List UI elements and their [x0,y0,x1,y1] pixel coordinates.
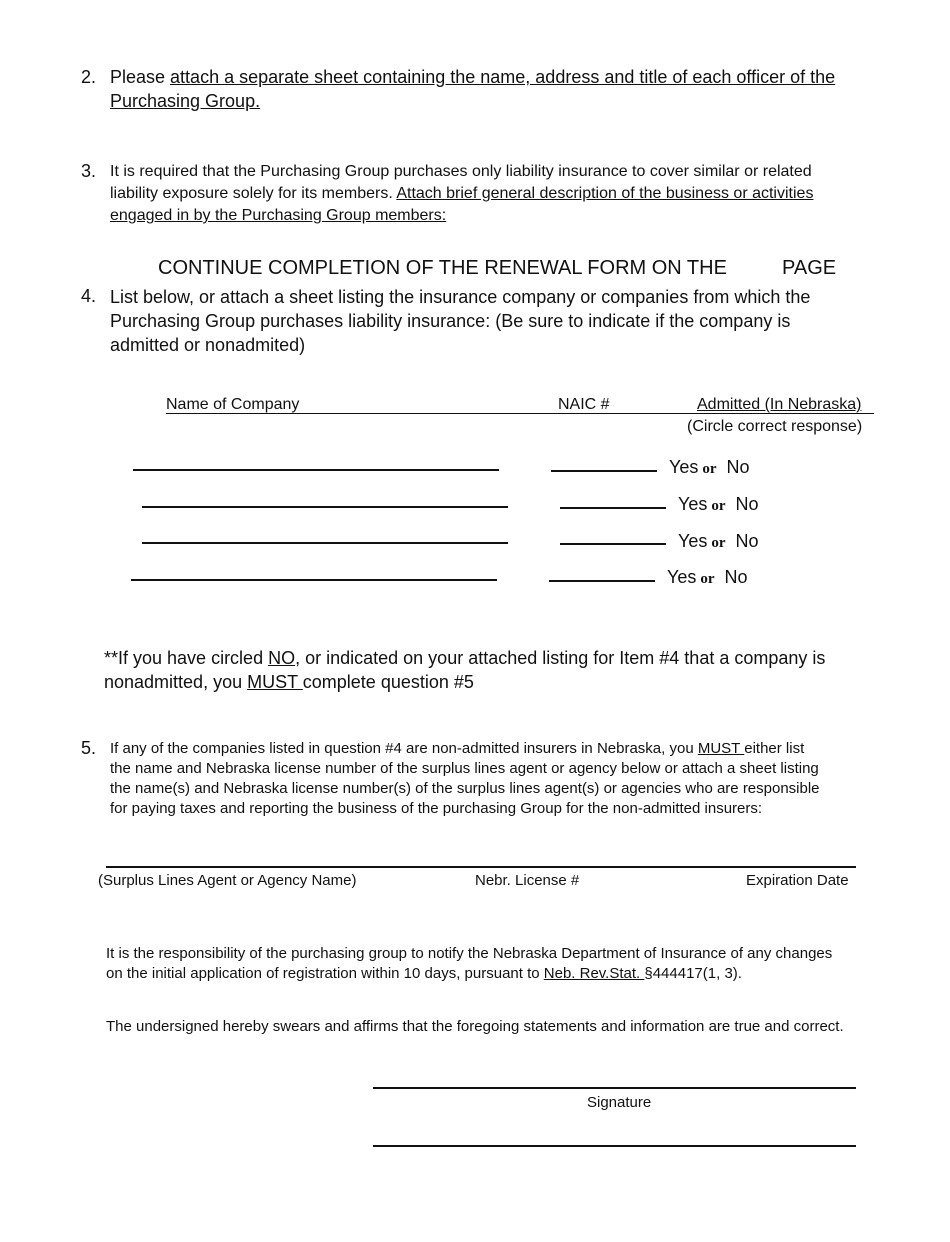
item3-text [110,161,910,227]
no-option[interactable]: No [735,494,759,514]
company-name-line[interactable] [133,469,499,471]
header-underline [166,413,874,414]
item4-line3: admitted or nonadmited) [110,335,306,355]
item4-text [110,285,910,357]
agent-info-line[interactable] [106,866,856,868]
item2-lead: Please [110,67,171,87]
admitted-choice[interactable] [669,457,750,478]
item5-line1-b: either list [744,740,805,757]
affirmation-text: The undersigned hereby swears and affirms that the foregoing statements and information are true and correct. [106,1018,844,1035]
license-label: Nebr. License # [475,872,580,889]
item4-number: 4. [81,286,97,306]
naic-line[interactable] [549,580,655,582]
no-option[interactable]: No [726,457,750,477]
item2-underlined-1: attach a separate sheet containing the name, address and title of each officer of the [170,67,836,87]
col-name-header: Name of Company [166,396,300,413]
responsibility-line2-a: on the initial application of registration within 10 days, pursuant to [106,965,544,982]
responsibility-line2-b: §444417(1, 3). [644,965,742,982]
notice-must-word: MUST [247,672,303,692]
item2-underlined-2: Purchasing Group. [110,91,261,111]
notice-part2: , or indicated on your attached listing for Item #4 that a company is [295,648,826,668]
item5-line3: the name(s) and Nebraska license number(s) of the surplus lines agent(s) or agencies who are responsible [110,780,820,797]
item5-must-word: MUST [697,740,745,757]
item5-line4: for paying taxes and reporting the business of the purchasing Group for the non-admitted insurers: [110,800,763,817]
no-option[interactable]: No [735,531,759,551]
admitted-choice[interactable] [678,494,759,515]
notice-no-word: NO [268,648,296,668]
expiration-label: Expiration Date [746,872,849,889]
naic-line[interactable] [551,470,657,472]
yes-option[interactable]: Yes [678,531,708,551]
or-text: or [702,461,717,477]
signature-line[interactable] [373,1087,856,1089]
naic-line[interactable] [560,543,666,545]
item2-text [110,65,910,113]
yes-option[interactable]: Yes [669,457,699,477]
company-name-line[interactable] [131,579,497,581]
item5-line1-a: If any of the companies listed in question #4 are non-admitted insurers in Nebraska, you [110,740,698,757]
continue-banner-text: CONTINUE COMPLETION OF THE RENEWAL FORM ON THE [158,257,727,279]
item5-number: 5. [81,738,97,758]
statute-reference: Neb. Rev.Stat. [543,965,645,982]
responsibility-text [106,944,926,984]
col-admitted-note: (Circle correct response) [687,418,863,435]
admitted-choice[interactable] [667,567,748,588]
item3-line1: It is required that the Purchasing Group purchases only liability insurance to cover similar or related [110,163,812,180]
signature-label: Signature [587,1094,652,1111]
naic-line[interactable] [560,507,666,509]
item5-line2: the name and Nebraska license number of the surplus lines agent or agency below or attach a sheet listing [110,760,819,777]
item3-line2-underlined: Attach brief general description of the business or activities [396,185,814,202]
item3-number: 3. [81,161,97,181]
or-text: or [711,535,726,551]
continue-banner-page: PAGE [782,257,837,279]
item5-text [110,739,910,819]
company-name-line[interactable] [142,506,508,508]
notice-line2-b: complete question #5 [302,672,474,692]
yes-option[interactable]: Yes [678,494,708,514]
item3-line2-plain: liability exposure solely for its members. [110,185,397,202]
admitted-choice[interactable] [678,531,759,552]
no-option[interactable]: No [724,567,748,587]
continue-banner [158,257,727,280]
notice-part1: **If you have circled [104,648,269,668]
date-line[interactable] [373,1145,856,1147]
col-naic-header: NAIC # [558,396,610,413]
or-text: or [711,498,726,514]
nonadmitted-notice [104,646,904,694]
col-admitted-header: Admitted (In Nebraska) [697,396,862,413]
agent-name-label: (Surplus Lines Agent or Agency Name) [98,872,357,889]
item3-line3-underlined: engaged in by the Purchasing Group members: [110,207,447,224]
item2-number: 2. [81,67,97,87]
responsibility-line1: It is the responsibility of the purchasing group to notify the Nebraska Department of Insurance of any changes [106,945,833,962]
yes-option[interactable]: Yes [667,567,697,587]
or-text: or [700,571,715,587]
item4-line1: List below, or attach a sheet listing the insurance company or companies from which the [110,287,811,307]
item4-line2: Purchasing Group purchases liability insurance: (Be sure to indicate if the company is [110,311,791,331]
company-name-line[interactable] [142,542,508,544]
notice-line2-a: nonadmitted, you [104,672,248,692]
